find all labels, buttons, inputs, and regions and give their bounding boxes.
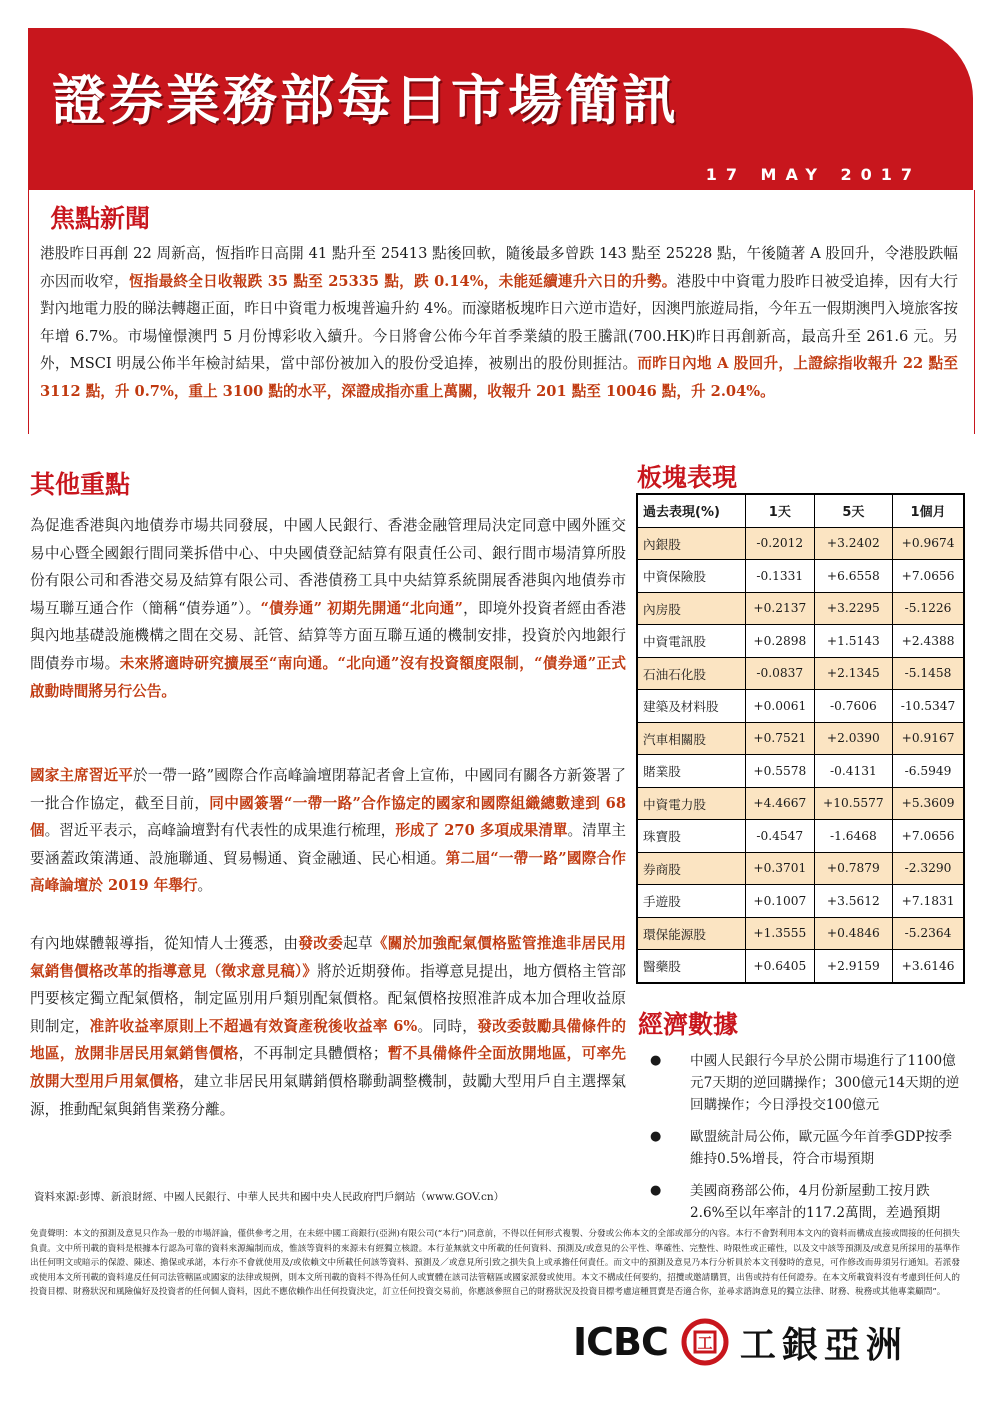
focus-highlight-2: 而昨日內地 A 股回升，上證綜指收報升 22 點至 3112 點，升 0.7%，重上 3100 點的水平，深證成指亦重上萬關，收報升 201 點至 10046 點，升 2.04%。 <box>40 355 958 400</box>
five-day-cell: +2.9159 <box>814 950 893 983</box>
bond-text-1: 為促進香港與內地債券市場共同發展，中國人民銀行、香港金融管理局決定同意中國外匯交易中心暨全國銀行間同業拆借中心、中央國債登記結算有限責任公司、銀行間市場清算所股份有限公司和香港交易及結算有限公司、香港債務工具中央結算系統開展香港與內地債券市場互聯互通合作（簡稱“債券通”）。 <box>30 517 626 617</box>
gas-text-4: 。同時， <box>417 1017 478 1035</box>
one-day-cell: +1.3555 <box>746 917 815 950</box>
five-day-cell: -1.6468 <box>814 820 893 853</box>
column-header: 5天 <box>814 494 893 527</box>
sector-name-cell: 醫藥股 <box>637 950 746 983</box>
one-month-cell: +0.9167 <box>893 722 964 755</box>
one-month-cell: +3.6146 <box>893 950 964 983</box>
sector-name-cell: 手遊股 <box>637 885 746 918</box>
gas-text-3: 將於近期發佈。指導意見提出，地方價格主管部門要核定獨立配氣價格，制定區別用戶類別配氣價格。配氣價格按照准許成本加合理收益原則制定， <box>30 962 626 1035</box>
one-month-cell: +0.9674 <box>893 527 964 560</box>
table-row <box>637 527 964 560</box>
table-row <box>637 820 964 853</box>
table-row <box>637 625 964 658</box>
belt-highlight-1: 國家主席習近平 <box>30 767 133 784</box>
sector-name-cell: 珠寶股 <box>637 820 746 853</box>
gas-highlight-3: 准許收益率原則上不超過有效資產稅後收益率 6% <box>89 1017 418 1035</box>
sector-name-cell: 建築及材料股 <box>637 690 746 723</box>
bullet-icon: ● <box>650 1183 662 1198</box>
list-item <box>650 1126 960 1170</box>
one-day-cell: +0.3701 <box>746 852 815 885</box>
sector-name-cell: 石油石化股 <box>637 657 746 690</box>
sector-name-cell: 內房股 <box>637 592 746 625</box>
five-day-cell: +0.4846 <box>814 917 893 950</box>
gas-text-2: 起草 <box>343 935 373 952</box>
sector-performance-table <box>636 493 965 984</box>
sector-name-cell: 汽車相關股 <box>637 722 746 755</box>
sector-name-cell: 券商股 <box>637 852 746 885</box>
list-item <box>650 1180 960 1224</box>
icbc-asia-logo <box>573 1318 908 1366</box>
sector-table-body <box>637 527 964 983</box>
five-day-cell: +2.0390 <box>814 722 893 755</box>
gas-text-1: 有內地媒體報導指，從知情人士獲悉，由 <box>30 935 299 952</box>
icbc-emblem-icon <box>680 1317 730 1367</box>
bullet-icon: ● <box>650 1053 662 1068</box>
one-day-cell: +0.2137 <box>746 592 815 625</box>
sector-name-cell: 中資電力股 <box>637 787 746 820</box>
table-row <box>637 690 964 723</box>
belt-road-paragraph <box>30 762 626 900</box>
bullet-icon: ● <box>650 1129 662 1144</box>
one-day-cell: +0.6405 <box>746 950 815 983</box>
one-month-cell: -5.1458 <box>893 657 964 690</box>
sector-name-cell: 內銀股 <box>637 527 746 560</box>
five-day-cell: +0.7879 <box>814 852 893 885</box>
one-month-cell: +7.1831 <box>893 885 964 918</box>
table-row <box>637 917 964 950</box>
table-row <box>637 592 964 625</box>
belt-highlight-2: 同中國簽署“一帶一路”合作協定的國家和國際組織總數達到 68 個 <box>30 794 626 840</box>
gas-highlight-4: 發改委鼓勵具備條件的地區，放開非居民用氣銷售價格 <box>30 1017 626 1063</box>
gas-text-6: ，建立非居民用氣購銷價格聯動調整機制，鼓勵大型用戶自主選擇氣源，推動配氣與銷售業務分離。 <box>30 1072 626 1118</box>
focus-news-heading: 焦點新聞 <box>48 199 156 235</box>
one-day-cell: +0.0061 <box>746 690 815 723</box>
five-day-cell: +1.5143 <box>814 625 893 658</box>
bond-highlight-2: 未來將適時研究擴展至“南向通。“北向通”沒有投資額度限制，“債券通”正式啟動時間將另行公告。 <box>30 654 626 700</box>
table-row <box>637 787 964 820</box>
table-row <box>637 755 964 788</box>
bond-connect-paragraph <box>30 512 626 705</box>
focus-text-1: 港股昨日再創 22 周新高，恆指昨日高開 41 點升至 25413 點後回軟，隨後最多曾跌 143 點至 25228 點，午後隨著 A 股回升，令港股跌幅亦因而收窄， <box>40 245 958 290</box>
gas-highlight-2: 《關於加強配氣價格監管推進非居民用氣銷售價格改革的指導意見（徵求意見稿）》 <box>30 935 626 980</box>
table-row <box>637 950 964 983</box>
table-row <box>637 722 964 755</box>
belt-highlight-3: 形成了 270 多項成果清單 <box>395 822 568 840</box>
one-day-cell: +4.4667 <box>746 787 815 820</box>
logo-chinese-text: 工銀亞洲 <box>739 1324 908 1366</box>
table-row <box>637 657 964 690</box>
one-month-cell: -10.5347 <box>893 690 964 723</box>
one-month-cell: -6.5949 <box>893 755 964 788</box>
five-day-cell: +6.6558 <box>814 560 893 593</box>
table-row <box>637 560 964 593</box>
focus-news-body <box>40 240 958 406</box>
economic-data-heading: 經濟數據 <box>638 1010 739 1039</box>
belt-text-4: 。 <box>197 877 213 895</box>
economic-item-text: 美國商務部公佈，4月份新屋動工按月跌2.6%至以年率計的117.2萬間，差過預期 <box>690 1183 941 1221</box>
economic-item-text: 歐盟統計局公佈，歐元區今年首季GDP按季維持0.5%增長，符合市場預期 <box>690 1129 952 1167</box>
page-title: 證券業務部每日市場簡訊 <box>52 69 679 132</box>
five-day-cell: +2.1345 <box>814 657 893 690</box>
disclaimer-text: 免責聲明：本文的預測及意見只作為一般的市場評論，僅供參考之用，在未經中國工商銀行(亞洲)有限公司(“本行”)同意前，不得以任何形式複製、分發或公佈本文的全部或部分的內容。本行不會對利用本文內的資料而構成直接或間接的任何損失負責。文中所刊載的資料是根據本行認為可靠的資料來源編制而成，惟該等資料的來源未有經獨立核證。本行並無就文中所載的任何資料、預測及/或意見的公平性、準確性、完整性、時限性或正確性，以及文中該等預測及/或意見所採用的基準作出任何明文或暗示的保證、陳述、擔保或承諾，本行亦不會就使用及/或依賴文中所載任何該等資料、預測及／或意見所引致之損失負上或承擔任何責任。而文中的預測及意見乃本行分析員於本文刊發時的意見，可作修改而毋須另行通知。若派發或使用本文所刊載的資料違反任何司法管轄區或國家的法律或規例，則本文所刊載的資料不得為任何人或實體在該司法管轄區或國家派發或使用。本文不構成任何要約，招攬或邀請購買，出售或持有任何證券。在本文所載資料沒有考慮到任何人的投資目標、財務狀況和風險偏好及投資者的任何個人資料，因此不應依賴作出任何投資決定，訂立任何投資交易前，你應該參照自己的財務狀況及投資目標考慮這種買賣是否適合你，並尋求諮詢意見的獨立法律、財務、稅務或其他專業顧問”。 <box>30 1229 960 1298</box>
five-day-cell: -0.4131 <box>814 755 893 788</box>
one-day-cell: +0.5578 <box>746 755 815 788</box>
bond-text-2: ，即境外投資者經由香港與內地基礎設施機構之間在交易、託管、結算等方面互聯互通的機制安排，投資於內地銀行間債券市場。 <box>30 599 626 672</box>
other-highlights-heading: 其他重點 <box>30 470 131 499</box>
one-month-cell: +5.3609 <box>893 787 964 820</box>
economic-item-text: 中國人民銀行今早於公開市場進行了1100億元7天期的逆回購操作；300億元14天期的逆回購操作；今日淨投交100億元 <box>690 1053 960 1113</box>
one-day-cell: +0.2898 <box>746 625 815 658</box>
five-day-cell: +3.2295 <box>814 592 893 625</box>
one-day-cell: +0.1007 <box>746 885 815 918</box>
one-day-cell: -0.1331 <box>746 560 815 593</box>
belt-text-2: 。習近平表示，高峰論壇對有代表性的成果進行梳理， <box>44 822 396 840</box>
logo-latin-text: ICBC <box>573 1320 668 1364</box>
five-day-cell: +3.2402 <box>814 527 893 560</box>
one-day-cell: +0.7521 <box>746 722 815 755</box>
table-row <box>637 852 964 885</box>
column-header: 1天 <box>746 494 815 527</box>
one-day-cell: -0.0837 <box>746 657 815 690</box>
one-day-cell: -0.2012 <box>746 527 815 560</box>
one-day-cell: -0.4547 <box>746 820 815 853</box>
column-header: 1個月 <box>893 494 964 527</box>
list-item <box>650 1050 960 1116</box>
five-day-cell: +3.5612 <box>814 885 893 918</box>
one-month-cell: -2.3290 <box>893 852 964 885</box>
sector-name-cell: 中資電訊股 <box>637 625 746 658</box>
bond-highlight-1: “債券通” 初期先開通“北向通” <box>260 599 463 617</box>
table-header-row <box>637 494 964 527</box>
economic-data-list <box>650 1050 960 1234</box>
one-month-cell: -5.2364 <box>893 917 964 950</box>
focus-highlight-1: 恆指最終全日收報跌 35 點至 25335 點，跌 0.14%，未能延續連升六日的升勢。 <box>128 272 677 290</box>
five-day-cell: -0.7606 <box>814 690 893 723</box>
data-source-note: 資料來源:彭博、新浪財經、中國人民銀行、中華人民共和國中央人民政府門戶網站（www.GOV.cn） <box>34 1191 505 1203</box>
sector-name-cell: 賭業股 <box>637 755 746 788</box>
sector-performance-heading: 板塊表現 <box>637 463 738 492</box>
gas-highlight-1: 發改委 <box>298 935 344 952</box>
one-month-cell: -5.1226 <box>893 592 964 625</box>
gas-highlight-5: 暫不具備條件全面放開地區，可率先放開大型用戶用氣價格 <box>30 1045 626 1090</box>
table-row <box>637 885 964 918</box>
belt-text-3: 。清單主要涵蓋政策溝通、設施聯通、貿易暢通、資金融通、民心相通。 <box>30 822 626 867</box>
one-month-cell: +7.0656 <box>893 560 964 593</box>
column-header: 過去表現(%) <box>637 494 746 527</box>
one-month-cell: +2.4388 <box>893 625 964 658</box>
gas-pricing-paragraph <box>30 930 626 1123</box>
one-month-cell: +7.0656 <box>893 820 964 853</box>
gas-text-5: ，不再制定具體價格； <box>238 1045 388 1063</box>
logo-mark-glyph: 工 <box>697 1334 713 1352</box>
five-day-cell: +10.5577 <box>814 787 893 820</box>
header-band <box>28 28 973 190</box>
sector-name-cell: 環保能源股 <box>637 917 746 950</box>
focus-text-2: 港股中中資電力股昨日被受追捧，因有大行對內地電力股的睇法轉趨正面，昨日中資電力板塊普遍升約 4%。而濠賭板塊昨日六逆市造好，因澳門旅遊局指，今年五一假期澳門入境旅客按年增 6.7%。市場憧憬澳門 5 月份博彩收入續升。今日將會公佈今年首季業績的股王騰訊(700.HK)昨日再創新高，最高升至 261.6 元。另外，MSCI 明晟公佈半年檢討結果，當中部份被加入的股份受追捧，被剔出的股份則捱沽。 <box>40 272 959 373</box>
report-date: 17 MAY 2017 <box>705 165 921 184</box>
belt-text-1: 於一帶一路”國際合作高峰論壇閉幕記者會上宣佈，中國同有關各方新簽署了一批合作協定，截至目前， <box>30 767 626 812</box>
sector-name-cell: 中資保險股 <box>637 560 746 593</box>
belt-highlight-4: 第二屆“一帶一路”國際合作高峰論壇於 2019 年舉行 <box>30 849 626 895</box>
